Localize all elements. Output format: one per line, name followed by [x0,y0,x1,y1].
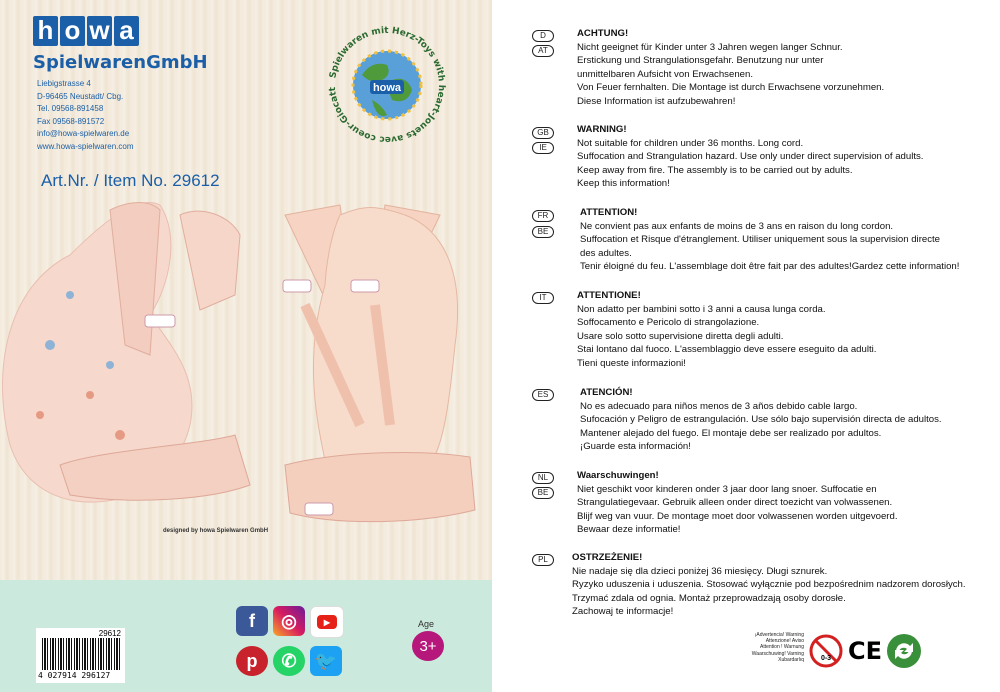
phone-line: Tel. 09568-891458 [37,104,104,113]
logo-letter: o [60,16,85,46]
barcode [36,628,125,683]
warning-es [580,386,942,454]
warning-title: Waarschuwingen! [577,470,659,481]
warning-title: ATTENTION! [580,207,638,218]
warning-line: Niet geschikt voor kinderen onder 3 jaar door lang snoer. Suffocatie en [577,483,877,495]
warning-line: Suffocation et Risque d'étranglement. Utiliser uniquement sous la supervision directe [580,234,941,246]
barcode-number: 4 027914 296127 [38,671,111,680]
country-code: ES [532,389,554,401]
warning-line: No es adecuado para niños menos de 3 años debido cable largo. [580,400,858,412]
warning-en [577,123,923,191]
mini-warning: ¡Advertencia! Warning [754,632,804,638]
address-line: D-96465 Neustadt/ Cbg. [37,91,124,101]
warning-line: Bewaar deze informatie! [577,524,681,536]
barcode-code: 29612 [98,629,121,638]
globe-seal [322,20,452,150]
fax-line: Fax 09568-891572 [37,116,105,126]
warning-line: Von Feuer fernhalten. Die Montage ist durch Erwachsene vorzunehmen. [577,82,885,94]
warning-line: Diese Information ist aufzubewahren! [577,95,736,107]
warning-fr [580,206,959,274]
whatsapp-icon[interactable]: ✆ [273,646,305,676]
country-code: BE [532,487,554,499]
warning-line: Sufocación y Peligro de estrangulación. Use sólo bajo supervisión directa de adultos. [580,414,942,426]
country-code: AT [532,45,554,57]
warning-title: ATENCIÓN! [580,387,633,398]
recycle-icon [886,633,922,669]
warning-line: ¡Guarde esta información! [580,441,691,453]
item-number: Art.Nr. / Item No. 29612 [41,171,220,190]
warning-line: Tieni queste informazioni! [577,357,686,369]
warning-pl [572,551,966,619]
svg-text:howa: howa [372,82,402,94]
warning-line: Tenir éloigné du feu. L'assemblage doit être fait par des adultes!Gardez cette information! [580,261,960,273]
warning-it [577,289,876,371]
warning-line: Blijf weg van vuur. De montage moet door volwassenen worden uitgevoerd. [577,510,898,522]
age-badge: 3+ [412,631,444,661]
warning-line: Soffocamento e Pericolo di strangolazione. [577,317,760,329]
country-code: D [532,30,554,42]
warning-line: Trzymać zdala od ognia. Montaż przeprowadzają osoby dorosłe. [572,592,846,604]
carrier-back-image [265,195,490,535]
warning-title: WARNING! [577,124,627,135]
country-code: FR [532,210,554,222]
twitter-icon[interactable]: 🐦 [310,646,342,676]
warning-line: Suffocation and Strangulation hazard. Use only under direct supervision of adults. [577,151,924,163]
logo-letter: a [114,16,139,46]
warning-line: Strangulatiegevaar. Gebruik alleen onder direct toezicht van volwassenen. [577,497,893,509]
warning-line: Nie nadaje się dla dzieci poniżej 36 miesięcy. Długi sznurek. [572,565,828,577]
company-name: SpielwarenGmbH [33,52,208,73]
ce-mark: CE [848,637,883,665]
country-code: BE [532,226,554,238]
warning-line: Ryzyko uduszenia i uduszenia. Stosować wyłącznie pod bezpośrednim nadzorem dorosłych. [572,579,966,591]
warning-line: unmittelbaren Aufsicht von Erwachsenen. [577,68,753,80]
warning-line: Usare solo sotto supervisione diretta degli adulti. [577,330,784,342]
warning-title: OSTRZEŻENIE! [572,552,643,563]
country-code: IT [532,292,554,304]
country-code: GB [532,127,554,139]
barcode-bars [42,638,120,670]
mini-warning: Attention ! Warnung [759,644,804,651]
globe-icon [322,20,452,150]
country-code: IE [532,142,554,154]
warning-line: Keep this information! [577,178,670,190]
youtube-icon[interactable]: ▶ [310,606,344,638]
warning-de [577,27,884,109]
multilingual-warning-labels [744,632,804,663]
warning-line: Erstickung und Strangulationsgefahr. Benutzung nur unter [577,55,824,67]
country-code: NL [532,472,554,484]
logo-letter: h [33,16,58,46]
designed-by-caption: designed by howa Spielwaren GmbH [163,528,269,534]
warning-line: Nicht geeignet für Kinder unter 3 Jahren wegen langer Schnur. [577,41,843,53]
warning-line: Stai lontano dal fuoco. L'assemblaggio deve essere eseguito da adulti. [577,344,877,356]
warning-title: ACHTUNG! [577,28,629,39]
email-line: info@howa-spielwaren.de [37,129,130,138]
warning-title: ATTENTIONE! [577,290,641,301]
howa-logo [33,16,141,46]
front-panel [0,0,492,692]
logo-letter: w [87,16,112,46]
warning-nl [577,469,898,537]
country-code: PL [532,554,554,566]
address-block [37,78,133,153]
mini-warning: Waarschuwing! Varning [751,650,804,657]
svg-text:Spielwaren mit Herz-Toys with: Spielwaren mit Herz-Toys with heart-Jouets avec coeur-Giocatt [328,25,447,145]
facebook-icon[interactable]: f [236,606,268,636]
instagram-icon[interactable]: ◎ [273,606,305,636]
social-icons [236,606,343,676]
pinterest-icon[interactable]: p [236,646,268,676]
mini-warning: Attenzione! Aviso [765,638,804,645]
warning-line: des adultes. [580,247,632,259]
warning-line: Keep away from fire. The assembly is to be carried out by adults. [577,164,853,176]
warning-line: Zachowaj te informacje! [572,606,674,618]
age-label: Age [418,619,435,629]
website-line: www.howa-spielwaren.com [37,141,134,151]
warning-line: Non adatto per bambini sotto i 3 anni a causa lunga corda. [577,303,826,315]
carrier-front-image [0,195,260,525]
age-restriction-icon [809,634,843,668]
address-line: Liebigstrasse 4 [37,79,91,88]
warning-line: Mantener alejado del fuego. El montaje debe ser realizado por adultos. [580,427,882,439]
warning-line: Ne convient pas aux enfants de moins de 3 ans en raison du long cordon. [580,220,894,232]
svg-text:0-3: 0-3 [820,655,832,662]
warnings-panel [492,0,1000,692]
warning-line: Not suitable for children under 36 months. Long cord. [577,137,804,149]
mini-warning: Xubardarlıq [778,656,804,663]
